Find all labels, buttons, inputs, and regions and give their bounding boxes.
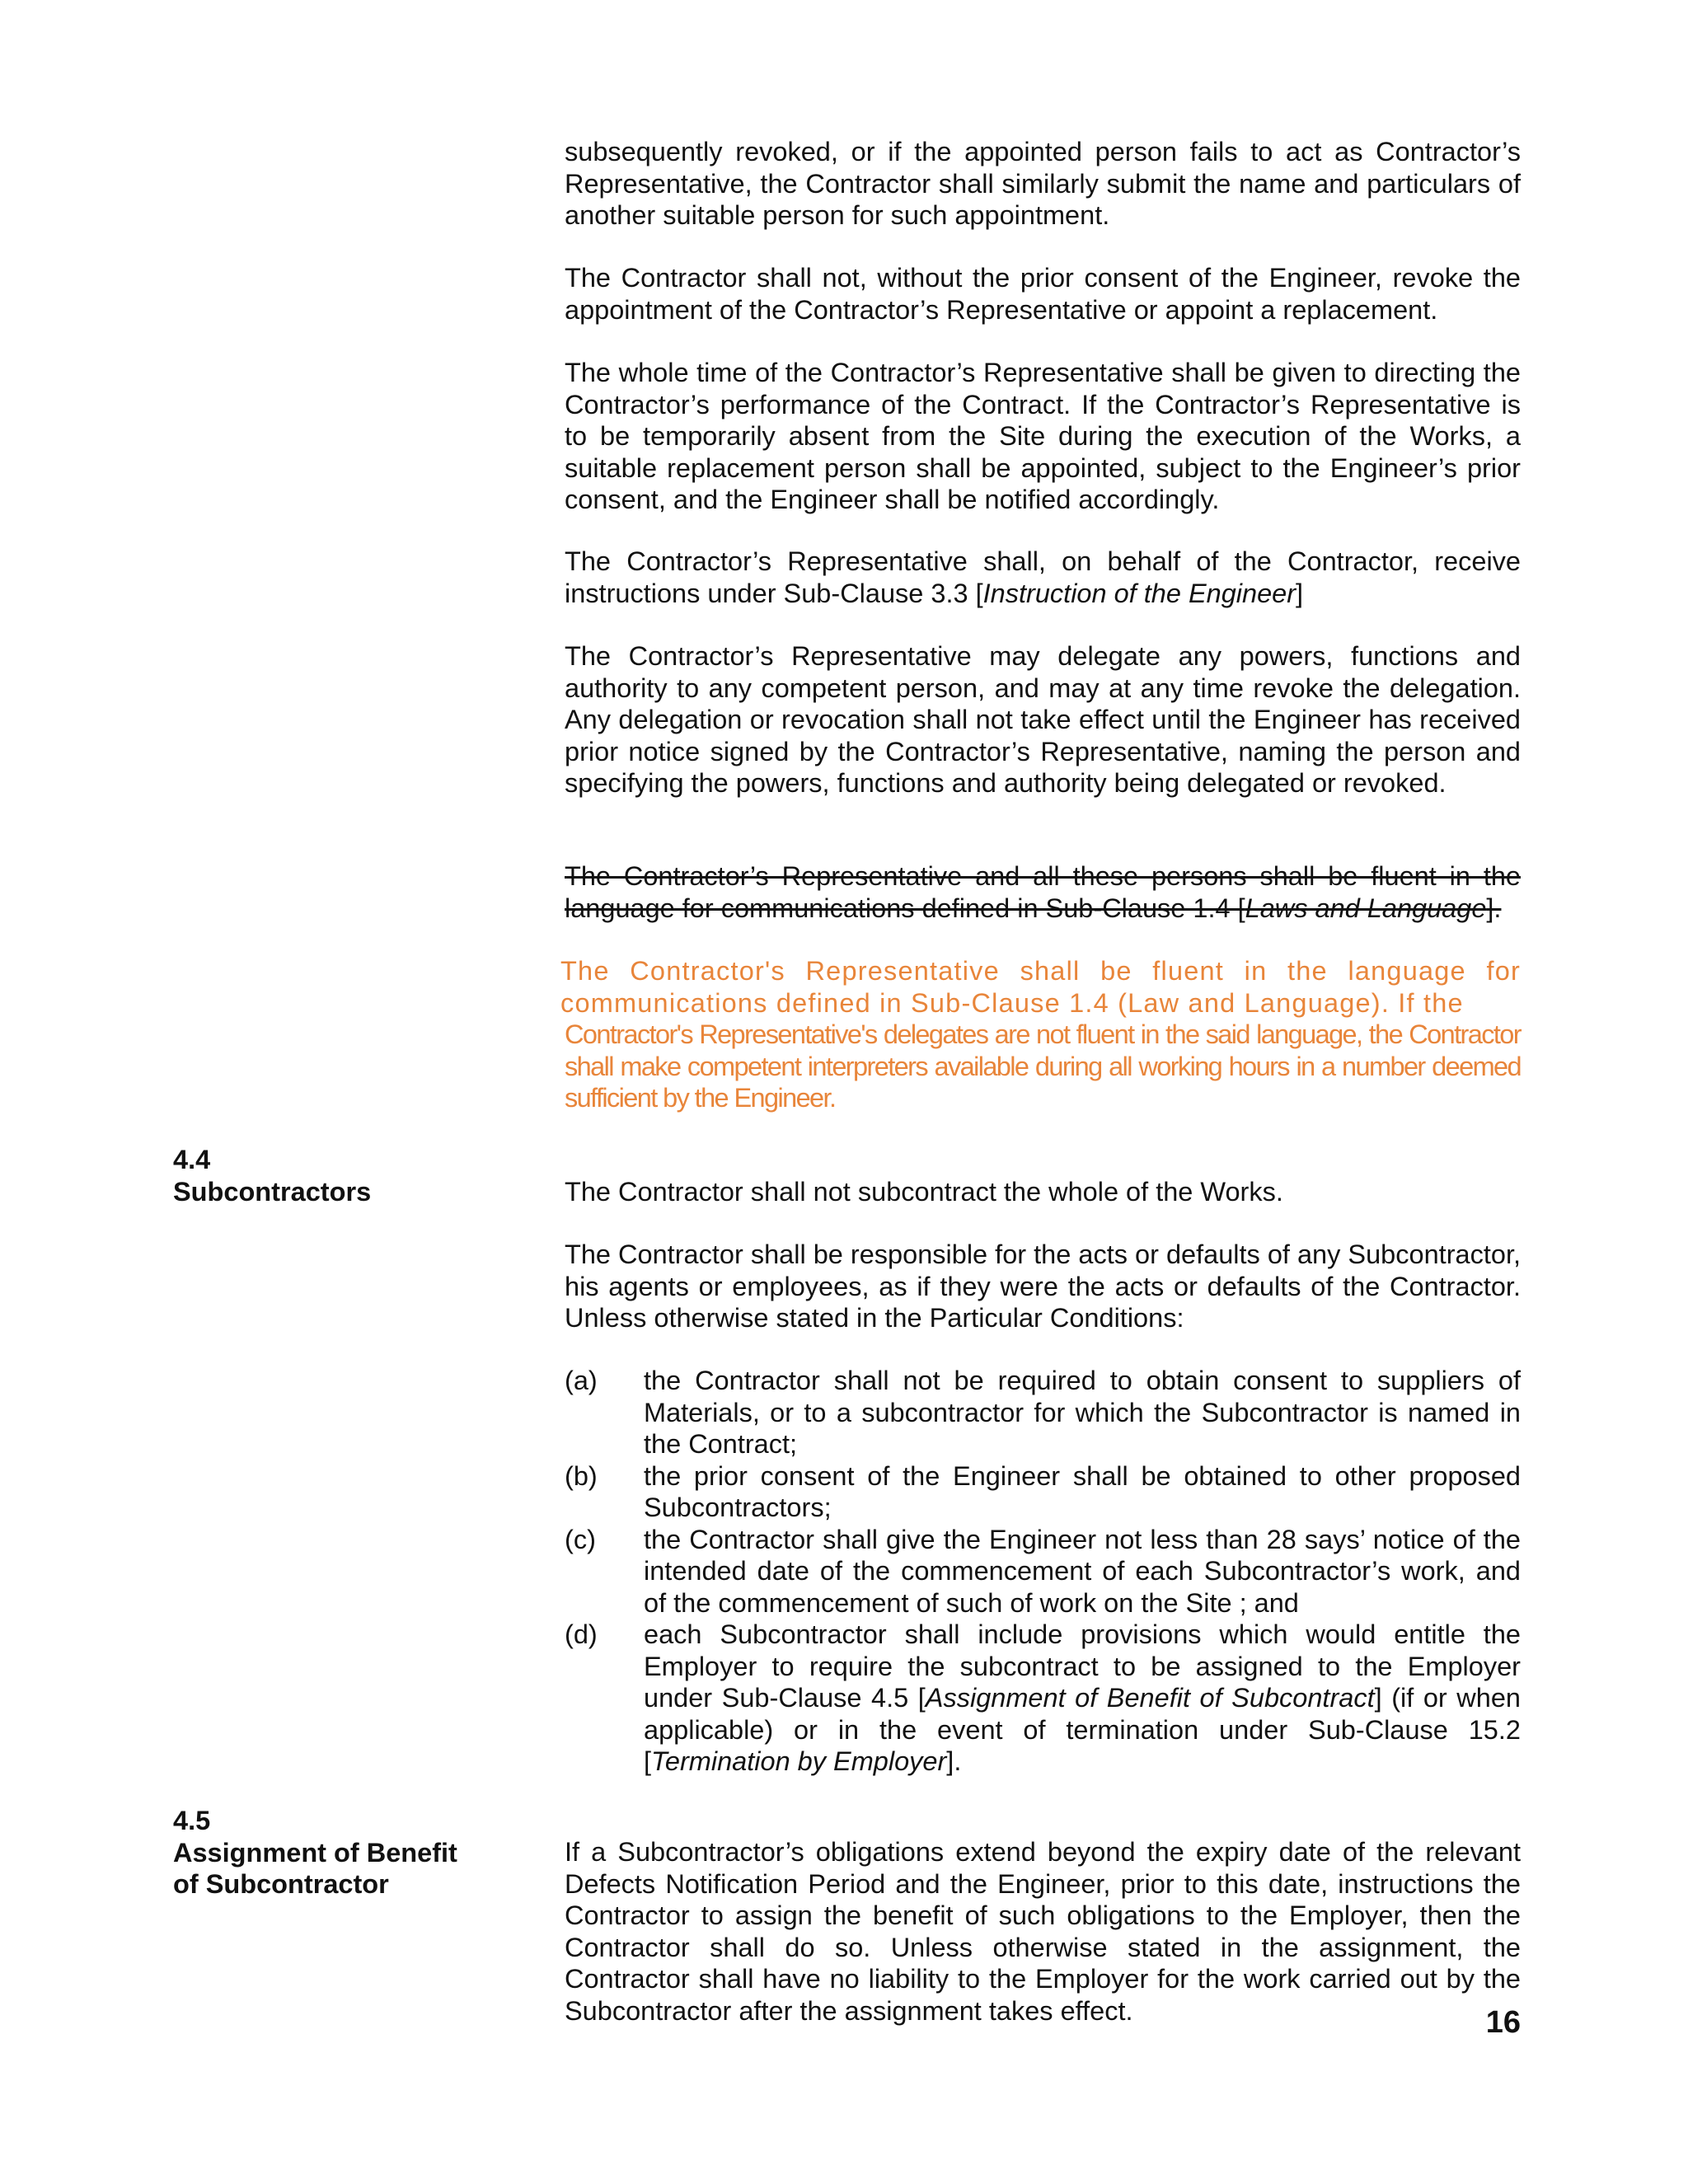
page-number: 16 bbox=[1485, 2005, 1521, 2040]
list-item-text: the Contractor shall not be required to obtain consent to suppliers of Materials, or to a subcontractor for which the Subcontractor is named in the Contract; bbox=[644, 1366, 1521, 1459]
clause-4-4-paragraph-1 bbox=[565, 1176, 1521, 1208]
list-item bbox=[565, 1619, 1521, 1778]
list-marker: (c) bbox=[565, 1524, 596, 1554]
clause-4-4-paragraph-2 bbox=[565, 1239, 1521, 1334]
paragraph-text-part: The Contractor’s Representative shall, on behalf of the Contractor, receive instructions under Sub-Clause 3.3 [ bbox=[565, 546, 1521, 608]
list-marker: (d) bbox=[565, 1619, 598, 1649]
paragraph-text: The Contractor’s Representative may delegate any powers, functions and authority to any competent person, and may at any time revoke the delegation. Any delegation or revocation shall not take effect until the Engineer has received prior notice signed by the Contractor’s Representative, naming the person and specifying the powers, functions and authority being delegated or revoked. bbox=[565, 641, 1521, 798]
clause-title: Assignment of Benefit bbox=[173, 1837, 457, 1868]
paragraph-text-part: ] bbox=[1296, 578, 1304, 608]
paragraph-text: subsequently revoked, or if the appointed person fails to act as Contractor’s Representative, the Contractor shall similarly submit the name and particulars of another suitable person for such appointment. bbox=[565, 137, 1521, 230]
clause-number: 4.4 bbox=[173, 1145, 211, 1174]
clause-4-3-paragraph-4 bbox=[565, 546, 1521, 609]
list-item bbox=[565, 1365, 1521, 1460]
paragraph-text: The Contractor shall be responsible for the acts or defaults of any Subcontractor, his agents or employees, as if they were the acts or defaults of the Contractor. Unless otherwise stated in the Particular Conditions: bbox=[565, 1240, 1521, 1333]
cross-reference: Assignment of Benefit of Subcontract bbox=[925, 1683, 1375, 1713]
clause-4-3-paragraph-1 bbox=[565, 136, 1521, 232]
clause-4-5-heading bbox=[173, 1805, 457, 1900]
clause-4-3-deleted-paragraph bbox=[565, 860, 1521, 924]
struck-through-text bbox=[565, 860, 1521, 924]
list-marker: (a) bbox=[565, 1366, 598, 1395]
list-marker: (b) bbox=[565, 1460, 598, 1491]
list-text-part: ] (if or when applicable) or in the event of termination under Sub-Clause 15.2 [ bbox=[644, 1683, 1521, 1776]
paragraph-text-part: The Contractor’s Representative and all these persons shall be fluent in the language for communications defined in Sub-Clause 1.4 [ bbox=[565, 861, 1521, 923]
paragraph-text: The whole time of the Contractor’s Representative shall be given to directing the Contractor’s performance of the Contract. If the Contractor’s Representative is to be temporarily absent from the Site during the execution of the Works, a suitable replacement person shall be appointed, subject to the Engineer’s prior consent, and the Engineer shall be notified accordingly. bbox=[565, 358, 1521, 514]
list-text-part: ]. bbox=[946, 1746, 962, 1776]
clause-4-4-heading bbox=[173, 1144, 371, 1207]
list-item-text: the Contractor shall give the Engineer not less than 28 says’ notice of the intended date of the commencement of each Subcontractor’s work, and of the commencement of such of work on the Site ; and bbox=[644, 1524, 1521, 1618]
list-item bbox=[565, 1524, 1521, 1619]
cross-reference: Instruction of the Engineer bbox=[982, 578, 1296, 608]
paragraph-text-part: ]. bbox=[1486, 893, 1502, 923]
clause-4-3-paragraph-2 bbox=[565, 262, 1521, 326]
clause-number: 4.5 bbox=[173, 1806, 211, 1835]
paragraph-text: The Contractor shall not, without the prior consent of the Engineer, revoke the appointment of the Contractor’s Representative or appoint a replacement. bbox=[565, 263, 1521, 325]
list-item bbox=[565, 1460, 1521, 1524]
clause-4-4-list bbox=[565, 1365, 1521, 1778]
clause-4-3-paragraph-5 bbox=[565, 640, 1521, 799]
paragraph-text: If a Subcontractor’s obligations extend beyond the expiry date of the relevant Defects Notification Period and the Engineer, prior to this date, instructions the Contractor to assign the benefit of such obligations to the Employer, then the Contractor shall do so. Unless otherwise stated in the assignment, the Contractor shall have no liability to the Employer for the work carried out by the Subcontractor after the assignment takes effect. bbox=[565, 1837, 1521, 2026]
cross-reference: Termination by Employer bbox=[651, 1746, 947, 1776]
clause-title: Subcontractors bbox=[173, 1176, 372, 1207]
list-item-text: the prior consent of the Engineer shall be obtained to other proposed Subcontractors; bbox=[644, 1460, 1521, 1522]
amendment-text: The Contractor's Representative shall be fluent in the language for communications defined in Sub-Clause 1.4 (Law and Language). If the bbox=[560, 956, 1521, 1018]
list-item-text bbox=[644, 1619, 1521, 1778]
clause-4-3-amendment bbox=[560, 955, 1521, 1114]
paragraph-text bbox=[565, 546, 1521, 609]
paragraph-text: The Contractor shall not subcontract the whole of the Works. bbox=[565, 1177, 1283, 1207]
amendment-text-condensed: Contractor's Representative's delegates are not fluent in the said language, the Contractor shall make competent interpreters available during all working hours in a number deemed sufficient by the Engineer. bbox=[565, 1019, 1521, 1113]
clause-4-3-paragraph-3 bbox=[565, 357, 1521, 516]
list-text-part: each Subcontractor shall include provisions which would entitle the Employer to require the subcontract to be assigned to the Employer under Sub-Clause 4.5 [ bbox=[644, 1619, 1521, 1713]
cross-reference: Laws and Language bbox=[1245, 893, 1487, 923]
clause-4-5-paragraph-1 bbox=[565, 1836, 1521, 2027]
clause-title: of Subcontractor bbox=[173, 1869, 389, 1899]
